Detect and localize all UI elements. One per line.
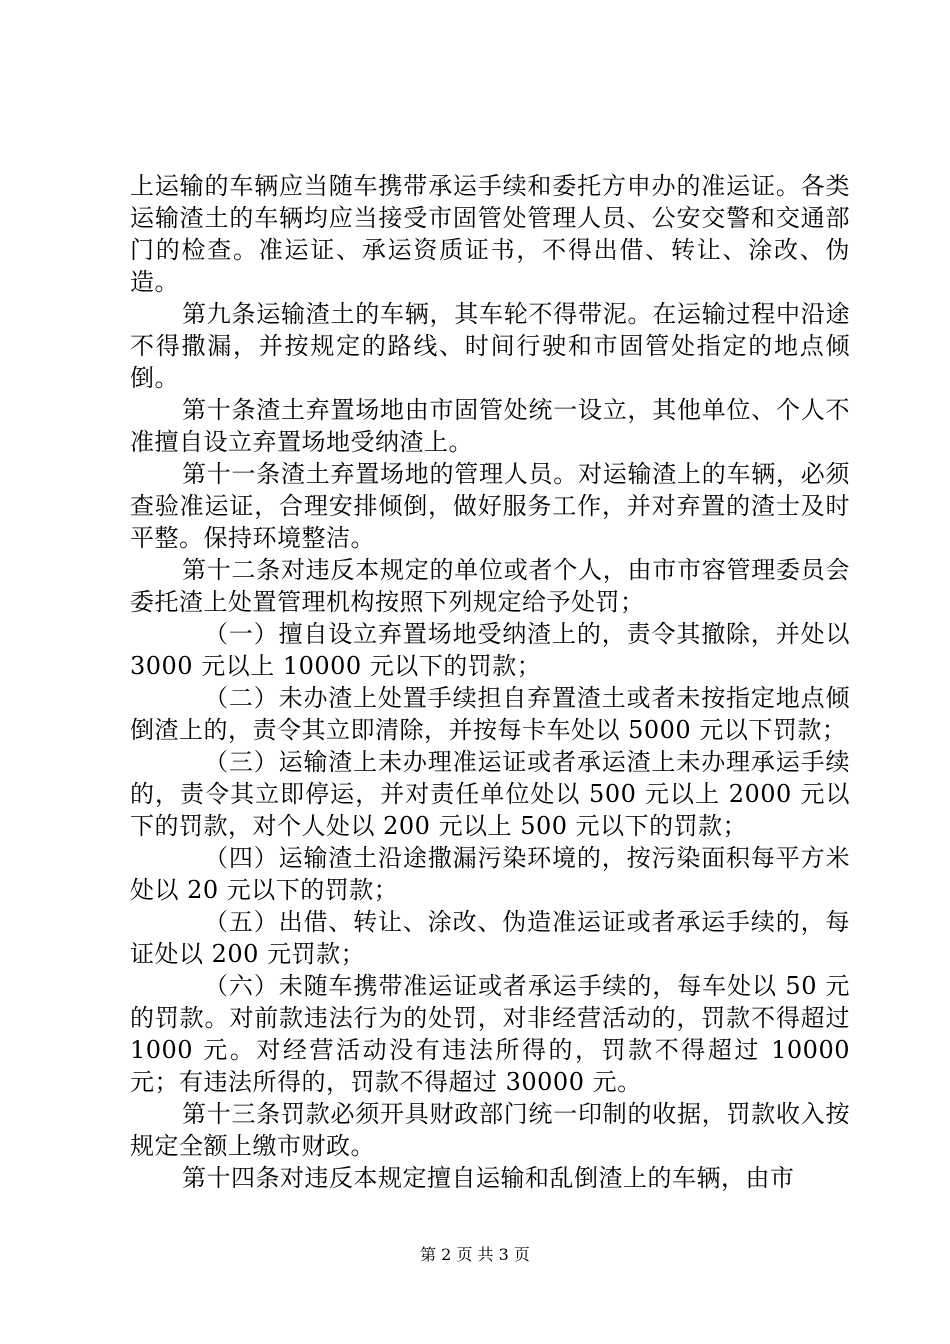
paragraph-1: 上运输的车辆应当随车携带承运手续和委托方申办的准运证。各类运输渣土的车辆均应当接受市固管处管理人员、公安交警和交通部门的检查。准运证、承运资质证书，不得出借、转让、涂改、伪造。: [130, 172, 850, 296]
paragraph-article-12: 第十二条对违反本规定的单位或者个人，由市市容管理委员会委托渣上处置管理机构按照下列规定给予处罚；: [130, 556, 850, 616]
page-footer: [0, 1245, 950, 1265]
paragraph-article-14: 第十四条对违反本规定擅自运输和乱倒渣上的车辆，由市: [182, 1164, 795, 1192]
document-body: [130, 170, 850, 1194]
list-item-3: （三）运输渣上未办理准运证或者承运渣上未办理承运手续的，责令其立即停运，并对责任单位处以 500 元以上 2000 元以下的罚款，对个人处以 200 元以上 500 元以下的罚款；: [130, 748, 850, 840]
list-item-5: （五）出借、转让、涂改、伪造准运证或者承运手续的，每证处以 200 元罚款；: [130, 908, 850, 968]
list-item-1: （一）擅自设立弃置场地受纳渣上的，责令其撤除，并处以 3000 元以上 10000 元以下的罚款；: [130, 620, 850, 680]
paragraph-article-11: 第十一条渣土弃置场地的管理人员。对运输渣上的车辆，必须查验准运证，合理安排倾倒，做好服务工作，并对弃置的渣士及时平整。保持环境整洁。: [130, 460, 850, 552]
paragraph-article-9: 第九条运输渣土的车辆，其车轮不得带泥。在运输过程中沿途不得撒漏，并按规定的路线、时间行驶和市固管处指定的地点倾倒。: [130, 300, 850, 392]
list-item-2: （二）未办渣上处置手续担自弃置渣土或者未按指定地点倾倒渣上的，责令其立即清除，并按每卡车处以 5000 元以下罚款；: [130, 684, 850, 744]
paragraph-article-13: 第十三条罚款必须开具财政部门统一印制的收据，罚款收入按规定全额上缴市财政。: [130, 1100, 850, 1160]
list-item-4: （四）运输渣土沿途撒漏污染环境的，按污染面积每平方米处以 20 元以下的罚款；: [130, 844, 850, 904]
list-item-6: （六）未随车携带准运证或者承运手续的，每车处以 50 元的罚款。对前款违法行为的处罚，对非经营活动的，罚款不得超过 1000 元。对经营活动没有违法所得的，罚款不得超过 10000 元；有违法所得的，罚款不得超过 30000 元。: [130, 972, 850, 1096]
paragraph-article-10: 第十条渣土弃置场地由市固管处统一设立，其他单位、个人不准擅自设立弃置场地受纳渣上。: [130, 396, 850, 456]
page-number: 第 2 页 共 3 页: [420, 1245, 530, 1264]
